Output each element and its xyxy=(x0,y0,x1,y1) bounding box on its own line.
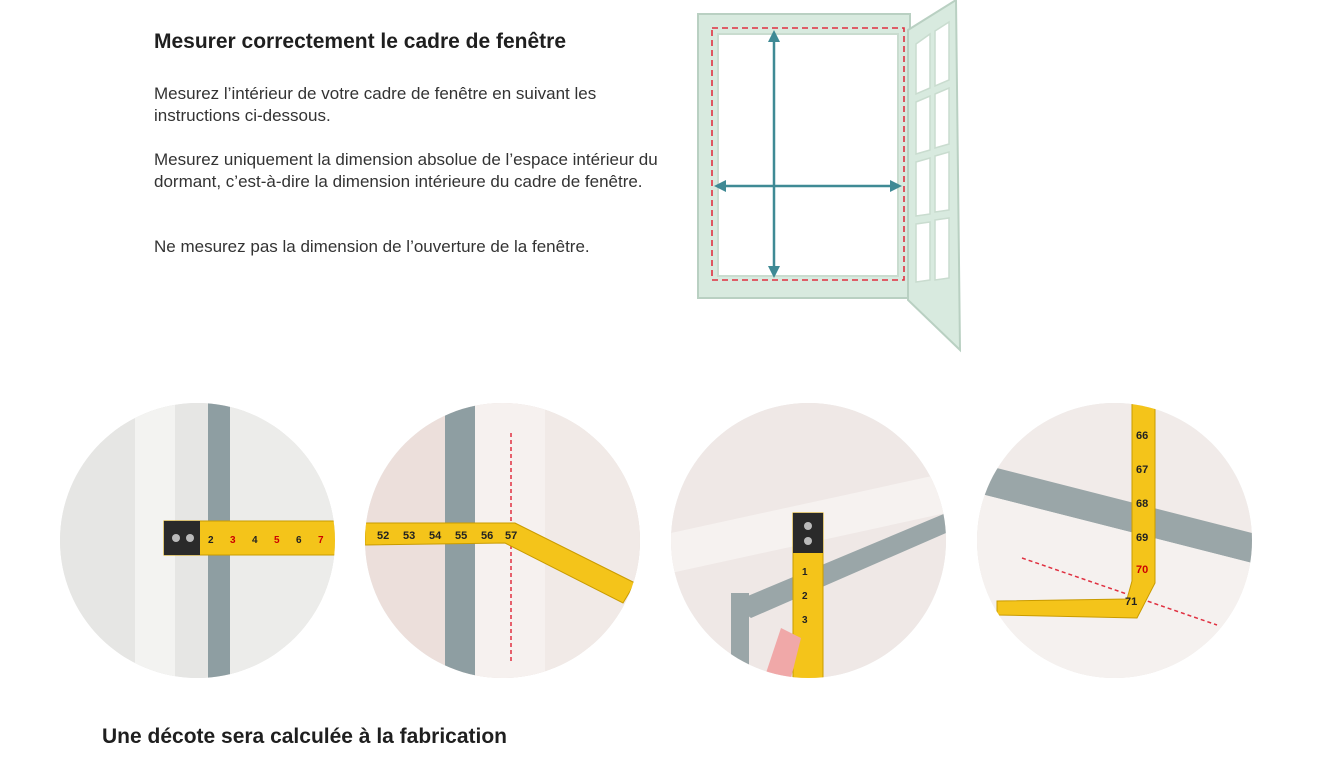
tape-mark: 2 xyxy=(208,535,214,546)
tape-mark: 69 xyxy=(1136,532,1149,544)
tape-mark: 56 xyxy=(481,530,494,542)
instruction-paragraph-3: Ne mesurez pas la dimension de l’ouverture de la fenêtre. xyxy=(154,237,590,256)
tape-mark: 52 xyxy=(377,530,390,542)
tape-mark: 68 xyxy=(1136,498,1149,510)
tape-mark: 57 xyxy=(505,530,518,542)
page-title: Mesurer correctement le cadre de fenêtre xyxy=(154,30,567,53)
tape-mark: 7 xyxy=(318,535,324,546)
instruction-paragraph-1: Mesurez l’intérieur de votre cadre de fenêtre en suivant les instructions ci-dessous. xyxy=(154,84,597,125)
tape-mark: 54 xyxy=(429,530,442,542)
tape-mark: 53 xyxy=(403,530,416,542)
tape-mark: 66 xyxy=(1136,430,1149,442)
window-measurement-diagram xyxy=(690,0,970,360)
tape-mark: 3 xyxy=(230,535,236,546)
tape-mark: 5 xyxy=(274,535,280,546)
tape-mark: 1 xyxy=(802,567,808,578)
photo-measure-height-bottom xyxy=(977,403,1252,678)
tape-mark: 4 xyxy=(252,535,258,546)
window-inner-opening xyxy=(718,34,898,276)
tape-mark: 67 xyxy=(1136,464,1149,476)
footer-note: Une décote sera calculée à la fabrication xyxy=(102,725,508,748)
tape-mark: 6 xyxy=(296,535,302,546)
photo-measure-height-top xyxy=(671,403,946,678)
tape-mark: 3 xyxy=(802,615,808,626)
photo-measure-width-right xyxy=(365,403,640,678)
tape-mark: 2 xyxy=(802,591,808,602)
tape-mark: 70 xyxy=(1136,564,1149,576)
tape-mark: 55 xyxy=(455,530,468,542)
instruction-paragraph-2: Mesurez uniquement la dimension absolue de l’espace intérieur du dormant, c’est-à-dire la dimension intérieure du cadre de fenêtre. xyxy=(154,150,658,191)
photo-measure-width-left xyxy=(60,403,335,678)
tape-mark: 71 xyxy=(1125,596,1138,608)
